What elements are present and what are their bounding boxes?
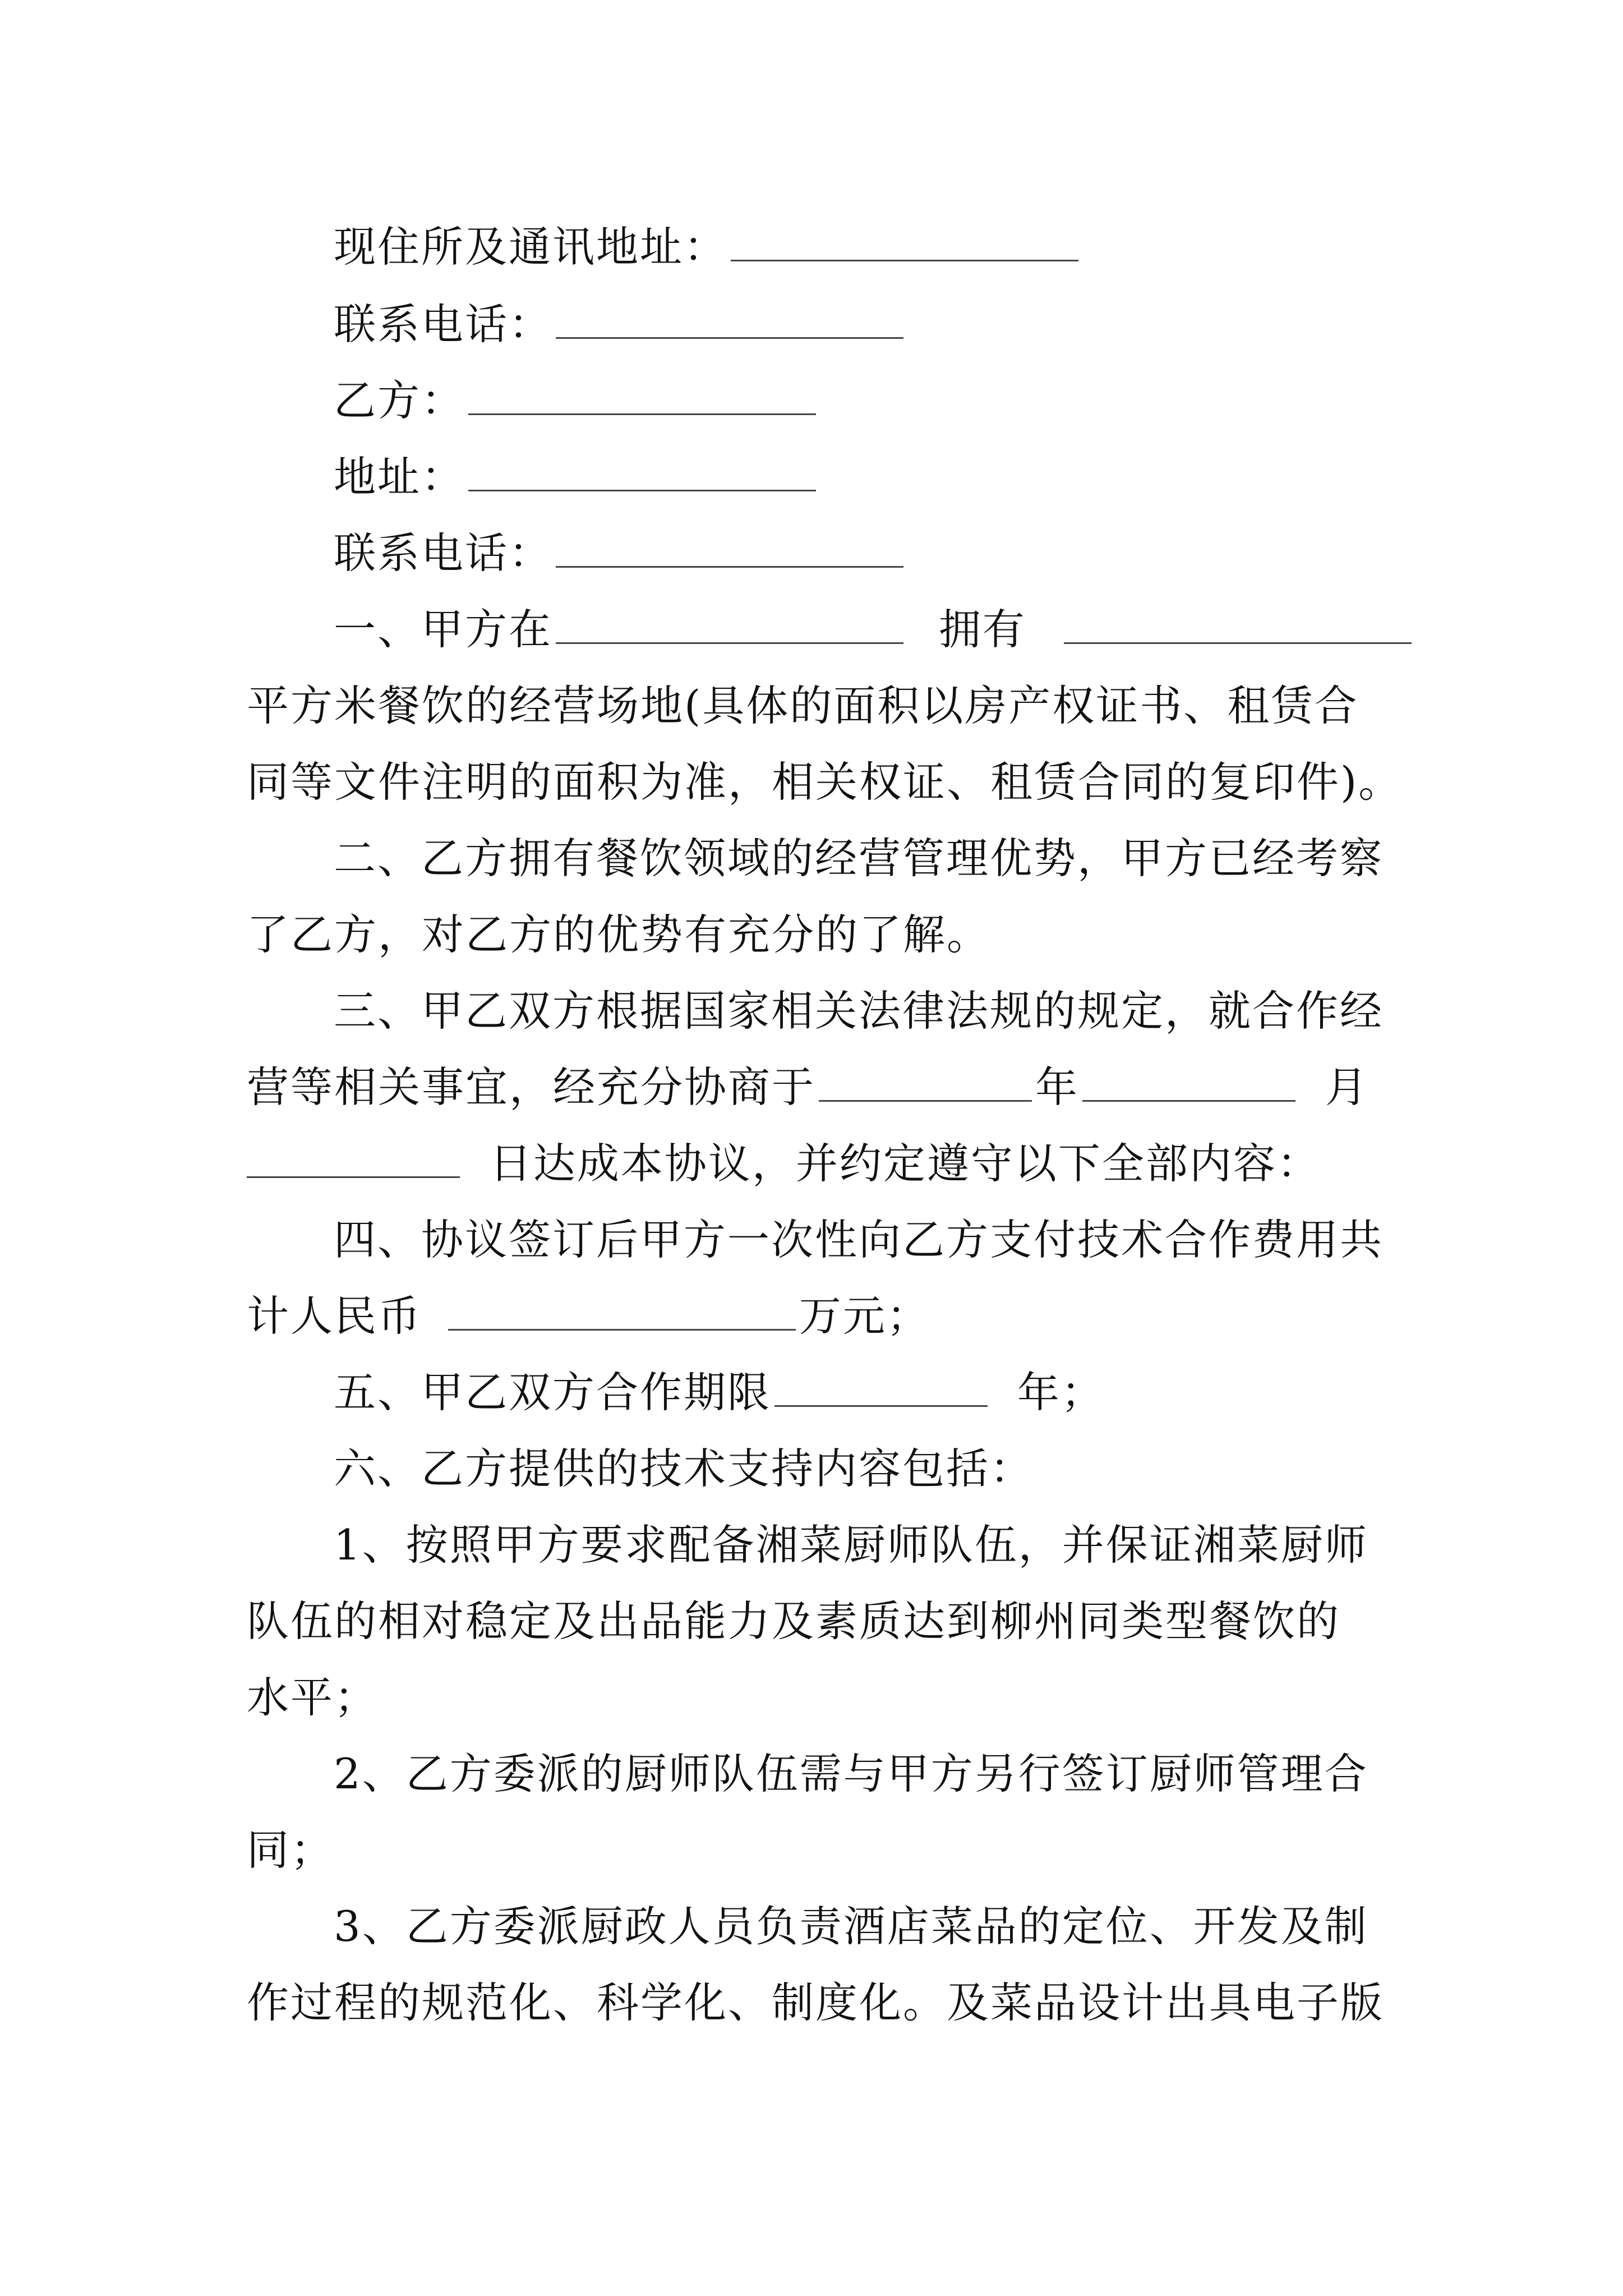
clause-4-part-2: 万元； (799, 1291, 930, 1341)
party-b-address-blank[interactable] (468, 455, 816, 491)
clause-3-line-3 (247, 1135, 1321, 1191)
clause-1-line-3: 同等文件注明的面积为准，相关权证、租赁合同的复印件)。 (247, 757, 1403, 807)
clause-5-part-1: 五、甲乙双方合作期限 (334, 1368, 772, 1417)
item-3-line-2: 作过程的规范化、科学化、制度化。及菜品设计出具电子版 (247, 1978, 1385, 2027)
party-b-line (334, 372, 819, 429)
item-1-line-3: 水平； (247, 1673, 379, 1722)
year-label: 年 (1035, 1062, 1080, 1112)
address-line (334, 219, 1082, 275)
item-2-line-2: 同； (247, 1825, 335, 1875)
item-1-line-1: 1、按照甲方要求配备湘菜厨师队伍，并保证湘菜厨师 (334, 1520, 1368, 1570)
clause-1-line-1 (334, 601, 1415, 657)
year-blank[interactable] (819, 1065, 1032, 1102)
clause-4-part-1: 计人民币 (247, 1291, 422, 1341)
address-blank[interactable] (731, 225, 1078, 261)
clause-1-part-2: 拥有 (938, 605, 1026, 654)
clause-5-part-2: 年； (1017, 1368, 1105, 1417)
day-blank[interactable] (247, 1142, 460, 1178)
clause-3-part-2: 日达成本协议，并约定遵守以下全部内容： (489, 1139, 1321, 1188)
month-label: 月 (1325, 1062, 1369, 1112)
phone-blank-1[interactable] (556, 302, 903, 339)
phone-line-2 (334, 525, 907, 581)
clause-2-line-2: 了乙方，对乙方的优势有充分的了解。 (247, 910, 991, 959)
party-b-blank[interactable] (468, 379, 816, 415)
clause-3-line-2 (247, 1059, 1369, 1115)
clause-3-part-1: 营等相关事宜，经充分协商于 (247, 1062, 816, 1112)
phone-label-1: 联系电话： (334, 300, 553, 349)
clause-1-location-blank[interactable] (556, 608, 903, 644)
phone-blank-2[interactable] (556, 531, 903, 568)
item-1-line-2: 队伍的相对稳定及出品能力及素质达到柳州同类型餐饮的 (247, 1596, 1341, 1646)
clause-1-line-2: 平方米餐饮的经营场地(具体的面积以房产权证书、租赁合 (247, 681, 1359, 730)
clause-1-area-blank[interactable] (1064, 608, 1412, 644)
party-b-address-line (334, 449, 819, 505)
clause-2-line-1: 二、乙方拥有餐饮领域的经营管理优势，甲方已经考察 (334, 834, 1384, 883)
item-2-line-1: 2、乙方委派的厨师队伍需与甲方另行签订厨师管理合 (334, 1749, 1368, 1798)
clause-6-line-1: 六、乙方提供的技术支持内容包括： (334, 1444, 1034, 1493)
fee-blank[interactable] (448, 1294, 796, 1331)
period-blank[interactable] (774, 1370, 988, 1407)
phone-line-1 (334, 296, 907, 352)
party-b-label: 乙方： (334, 376, 465, 425)
clause-1-part-1: 一、甲方在 (334, 605, 553, 654)
item-3-line-1: 3、乙方委派厨政人员负责酒店菜品的定位、开发及制 (334, 1902, 1368, 1951)
clause-5-line (334, 1364, 1105, 1420)
phone-label-2: 联系电话： (334, 528, 553, 578)
clause-3-line-1: 三、甲乙双方根据国家相关法律法规的规定，就合作经 (334, 986, 1384, 1036)
clause-4-line-1: 四、协议签订后甲方一次性向乙方支付技术合作费用共 (334, 1215, 1384, 1264)
party-b-address-label: 地址： (334, 452, 465, 501)
month-blank[interactable] (1082, 1065, 1295, 1102)
address-label: 现住所及通讯地址： (334, 222, 728, 272)
clause-4-line-2 (247, 1288, 930, 1344)
